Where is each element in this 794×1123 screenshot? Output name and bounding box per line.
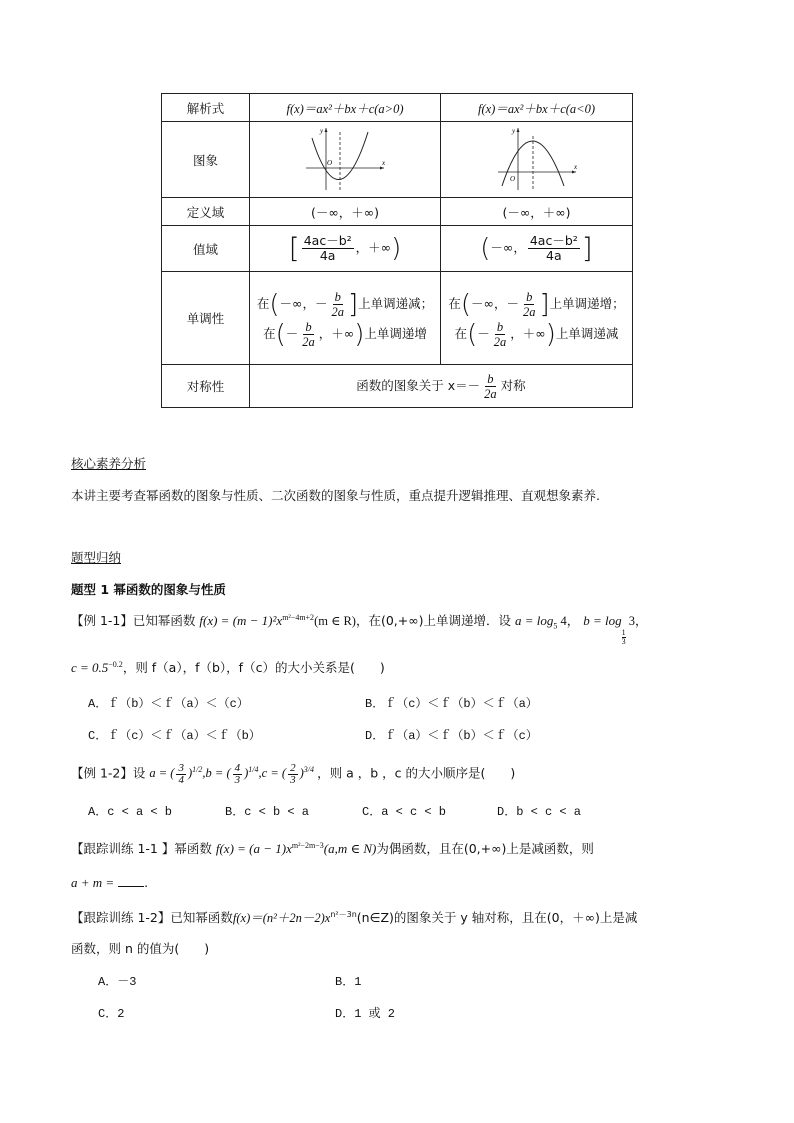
training-1-2-option-c[interactable]: C．2	[98, 1007, 125, 1021]
domain-right: (－∞，＋∞)	[441, 198, 633, 226]
graph1-origin-label: O	[327, 159, 333, 167]
example-1-2-option-a[interactable]: A．c < a < b	[88, 805, 173, 819]
example-1-1-option-c[interactable]: C．ｆ（c）＜ｆ（a）＜ｆ（b）	[88, 729, 261, 743]
symmetry-value: 函数的图象关于 x＝－ $\frac{b}{2a}$ 对称	[250, 365, 633, 408]
table-row-monotonic	[162, 272, 633, 365]
types-title: 题型归纳	[71, 550, 122, 565]
example-1-2-option-c[interactable]: C．a < c < b	[362, 805, 447, 819]
monotonic-left: 在(－∞，－ $\frac{b}{2a}$ ]上单调递减； 在(－ $\frac{b}{2a}$ ，＋∞)上单调递增	[250, 272, 441, 365]
example-1-1-option-b[interactable]: B．ｆ（c）＜ｆ（b）＜ｆ（a）	[365, 697, 538, 711]
graph2-y-label: y	[511, 127, 515, 135]
row-label-symmetry: 对称性	[162, 365, 250, 408]
table-row-range	[162, 226, 633, 272]
monotonic-right: 在(－∞，－ $\frac{b}{2a}$ ]上单调递增； 在(－ $\frac{b}{2a}$ ，＋∞)上单调递减	[441, 272, 633, 365]
training-1-1-line2: a + m = .	[71, 875, 149, 890]
row-label-graph: 图象	[162, 122, 250, 198]
example-1-1-option-a[interactable]: A．ｆ（b）＜ｆ（a）＜（c）	[88, 697, 249, 711]
example-1-2-option-d[interactable]: D．b < c < a	[497, 805, 582, 819]
row-label-range: 值域	[162, 226, 250, 272]
example-1-1-line1: 【例 1-1】已知幂函数 $f(x) = (m - 1)^2x^{m^2-4m+2}(m$ ∈ R)，在(0,+∞)上单调递增．设 $a = \log_5 4$， b = log $\frac{1}{3}$ 3，	[71, 612, 648, 646]
downward-parabola-graph	[494, 124, 580, 192]
header-expression: 解析式	[162, 94, 250, 122]
header-a-negative: f(x)＝ax²＋bx＋c(a<0)	[441, 94, 633, 122]
answer-blank[interactable]	[118, 874, 144, 887]
example-1-1-line2: $c = 0.5^{-0.2}$，则 f（a），f（b），f（c）的大小关系是( )	[71, 659, 385, 675]
graph1-y-label: y	[320, 127, 324, 135]
table-row-symmetry	[162, 365, 633, 408]
row-label-domain: 定义域	[162, 198, 250, 226]
core-analysis-title: 核心素养分析	[71, 456, 147, 471]
range-left-fraction: $\frac{\text{4ac－b²}}{4a}$	[303, 233, 352, 263]
graph2-origin-label: O	[509, 175, 515, 183]
upward-parabola-graph	[302, 124, 388, 192]
table-row-graph	[162, 122, 633, 198]
training-1-2-option-b[interactable]: B．1	[335, 975, 362, 989]
graph1-x-label: x	[382, 159, 386, 167]
graph2-x-label: x	[573, 163, 577, 171]
table-header-row	[162, 94, 633, 122]
range-right-fraction: $\frac{\text{4ac－b²}}{4a}$	[529, 233, 578, 263]
range-right: (－∞， $\frac{\text{4ac－b²}}{4a}$ ]	[441, 226, 633, 272]
header-a-positive: f(x)＝ax²＋bx＋c(a>0)	[250, 94, 441, 122]
type1-title: 题型 1 幂函数的图象与性质	[71, 582, 226, 597]
range-left: [ $\frac{\text{4ac－b²}}{4a}$ ，＋∞)	[250, 226, 441, 272]
domain-left: (－∞，＋∞)	[250, 198, 441, 226]
training-1-2-line1: 【跟踪训练 1-2】已知幂函数$f(x)=(n^2+2n-2)x^{n^2-3n}(n\in Z)$的图象关于 y 轴对称，且在(0，＋∞)上是减	[71, 909, 638, 925]
training-1-1-line1: 【跟踪训练 1-1 】幂函数 $f(x) = (a - 1)x^{m^2-2m-3}(a,m$ ∈ N)为偶函数，且在(0,+∞)上是减函数，则	[71, 840, 594, 856]
graph-downward-parabola	[441, 122, 633, 198]
example-1-2-line1: 【例 1-2】设 a = ( $\frac{3}{4}$ )$^{1/2}$,b = ( $\frac{4}{3}$ )$^{1/4}$,c = ( $\frac{2}{3}$ )$^{3/4}$ ，则 a ，b ，c 的大小顺序是( )	[71, 762, 516, 786]
training-1-2-option-a[interactable]: A．－3	[98, 975, 137, 989]
training-1-2-line2: 函数，则 n 的值为( )	[71, 941, 210, 956]
training-1-2-option-d[interactable]: D．1 或 2	[335, 1007, 396, 1021]
graph-upward-parabola	[250, 122, 441, 198]
example-1-1-option-d[interactable]: D．ｆ（a）＜ｆ（b）＜ｆ（c）	[365, 729, 538, 743]
quadratic-properties-table	[161, 93, 633, 408]
table-row-domain	[162, 198, 633, 226]
row-label-monotonic: 单调性	[162, 272, 250, 365]
core-analysis-text: 本讲主要考查幂函数的图象与性质、二次函数的图象与性质，重点提升逻辑推理、直观想象素养.	[71, 488, 600, 503]
example-1-2-option-b[interactable]: B．c < b < a	[225, 805, 310, 819]
